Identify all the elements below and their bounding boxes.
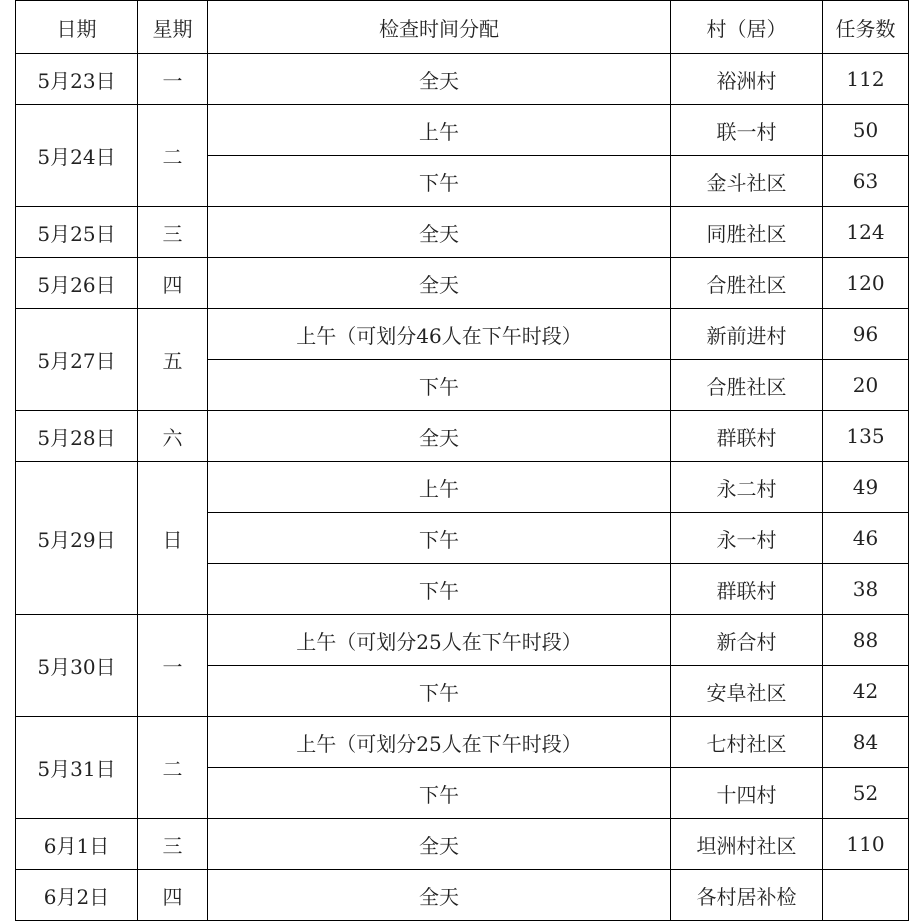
village-cell: 同胜社区 <box>671 207 823 258</box>
date-cell: 5月28日 <box>16 411 138 462</box>
table-row <box>16 411 909 462</box>
task-count-cell: 96 <box>823 309 909 360</box>
table-row <box>16 309 909 360</box>
header-task-count: 任务数 <box>823 1 909 54</box>
village-cell: 七村社区 <box>671 717 823 768</box>
village-cell: 群联村 <box>671 411 823 462</box>
village-cell: 永二村 <box>671 462 823 513</box>
date-cell: 5月27日 <box>16 309 138 411</box>
table-row <box>16 105 909 156</box>
village-cell: 坦洲村社区 <box>671 819 823 870</box>
task-count-cell: 38 <box>823 564 909 615</box>
date-cell: 5月26日 <box>16 258 138 309</box>
task-count-cell: 49 <box>823 462 909 513</box>
weekday-cell: 一 <box>138 54 208 105</box>
task-count-cell <box>823 870 909 921</box>
table-header-row <box>16 1 909 54</box>
time-allocation-cell: 全天 <box>208 54 671 105</box>
time-allocation-cell: 全天 <box>208 411 671 462</box>
table-row <box>16 717 909 768</box>
weekday-cell: 一 <box>138 615 208 717</box>
table-row <box>16 870 909 921</box>
header-village: 村（居） <box>671 1 823 54</box>
village-cell: 安阜社区 <box>671 666 823 717</box>
time-allocation-cell: 上午 <box>208 462 671 513</box>
task-count-cell: 112 <box>823 54 909 105</box>
date-cell: 5月23日 <box>16 54 138 105</box>
task-count-cell: 52 <box>823 768 909 819</box>
village-cell: 合胜社区 <box>671 360 823 411</box>
task-count-cell: 88 <box>823 615 909 666</box>
weekday-cell: 三 <box>138 207 208 258</box>
table-row <box>16 54 909 105</box>
village-cell: 十四村 <box>671 768 823 819</box>
date-cell: 5月24日 <box>16 105 138 207</box>
table-row <box>16 462 909 513</box>
time-allocation-cell: 全天 <box>208 207 671 258</box>
time-allocation-cell: 全天 <box>208 819 671 870</box>
task-count-cell: 63 <box>823 156 909 207</box>
date-cell: 5月29日 <box>16 462 138 615</box>
weekday-cell: 三 <box>138 819 208 870</box>
village-cell: 群联村 <box>671 564 823 615</box>
schedule-table <box>15 0 909 921</box>
time-allocation-cell: 下午 <box>208 666 671 717</box>
weekday-cell: 六 <box>138 411 208 462</box>
time-allocation-cell: 全天 <box>208 258 671 309</box>
table-row <box>16 207 909 258</box>
village-cell: 新前进村 <box>671 309 823 360</box>
table-row <box>16 258 909 309</box>
village-cell: 永一村 <box>671 513 823 564</box>
task-count-cell: 50 <box>823 105 909 156</box>
time-allocation-cell: 下午 <box>208 360 671 411</box>
time-allocation-cell: 下午 <box>208 564 671 615</box>
task-count-cell: 84 <box>823 717 909 768</box>
task-count-cell: 124 <box>823 207 909 258</box>
weekday-cell: 四 <box>138 258 208 309</box>
weekday-cell: 四 <box>138 870 208 921</box>
task-count-cell: 120 <box>823 258 909 309</box>
village-cell: 合胜社区 <box>671 258 823 309</box>
time-allocation-cell: 全天 <box>208 870 671 921</box>
time-allocation-cell: 下午 <box>208 156 671 207</box>
village-cell: 新合村 <box>671 615 823 666</box>
time-allocation-cell: 上午（可划分25人在下午时段） <box>208 717 671 768</box>
header-weekday: 星期 <box>138 1 208 54</box>
village-cell: 联一村 <box>671 105 823 156</box>
date-cell: 6月1日 <box>16 819 138 870</box>
task-count-cell: 20 <box>823 360 909 411</box>
time-allocation-cell: 上午（可划分25人在下午时段） <box>208 615 671 666</box>
task-count-cell: 110 <box>823 819 909 870</box>
header-date: 日期 <box>16 1 138 54</box>
date-cell: 6月2日 <box>16 870 138 921</box>
time-allocation-cell: 下午 <box>208 513 671 564</box>
task-count-cell: 42 <box>823 666 909 717</box>
weekday-cell: 二 <box>138 105 208 207</box>
village-cell: 各村居补检 <box>671 870 823 921</box>
village-cell: 金斗社区 <box>671 156 823 207</box>
table-row <box>16 819 909 870</box>
date-cell: 5月31日 <box>16 717 138 819</box>
village-cell: 裕洲村 <box>671 54 823 105</box>
time-allocation-cell: 上午 <box>208 105 671 156</box>
header-time-allocation: 检查时间分配 <box>208 1 671 54</box>
table-row <box>16 615 909 666</box>
weekday-cell: 日 <box>138 462 208 615</box>
time-allocation-cell: 下午 <box>208 768 671 819</box>
weekday-cell: 五 <box>138 309 208 411</box>
time-allocation-cell: 上午（可划分46人在下午时段） <box>208 309 671 360</box>
date-cell: 5月25日 <box>16 207 138 258</box>
schedule-table-body <box>16 1 909 921</box>
date-cell: 5月30日 <box>16 615 138 717</box>
task-count-cell: 46 <box>823 513 909 564</box>
task-count-cell: 135 <box>823 411 909 462</box>
weekday-cell: 二 <box>138 717 208 819</box>
